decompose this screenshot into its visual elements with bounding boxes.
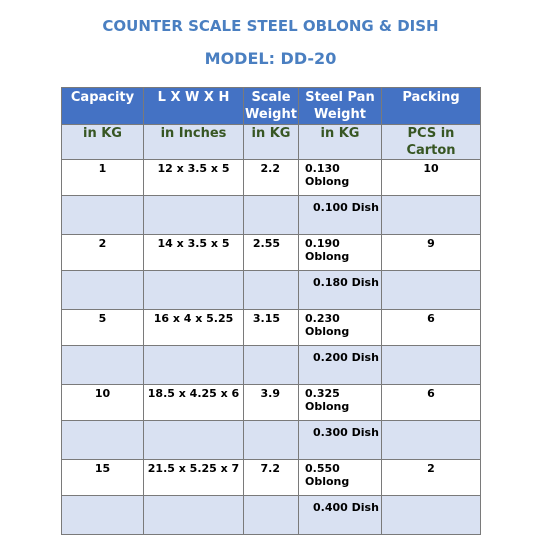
capacity-cell: 2 (62, 235, 144, 271)
table-subrow (62, 421, 481, 460)
unit-pan-weight: in KG (299, 125, 382, 160)
spec-table (61, 87, 481, 535)
scale-weight-cell: 3.9 (244, 385, 299, 421)
header-scale-weight: Scale Weight (244, 88, 299, 125)
model-title: MODEL: DD-20 (204, 49, 337, 68)
table-row (62, 385, 481, 421)
pan-dish-cell: 0.200 Dish (299, 346, 382, 385)
size-cell: 14 x 3.5 x 5 (144, 235, 244, 271)
pan-oblong-cell: 0.130 Oblong (299, 160, 382, 196)
scale-weight-cell: 2.55 (244, 235, 299, 271)
header-packing: Packing (382, 88, 481, 125)
pan-dish-cell: 0.180 Dish (299, 271, 382, 310)
size-cell: 18.5 x 4.25 x 6 (144, 385, 244, 421)
pan-oblong-cell: 0.550 Oblong (299, 460, 382, 496)
units-row (62, 125, 481, 160)
scale-weight-cell: 2.2 (244, 160, 299, 196)
pan-dish-cell: 0.100 Dish (299, 196, 382, 235)
capacity-cell: 5 (62, 310, 144, 346)
size-cell: 16 x 4 x 5.25 (144, 310, 244, 346)
unit-capacity: in KG (62, 125, 144, 160)
packing-cell: 2 (382, 460, 481, 496)
table-subrow (62, 346, 481, 385)
capacity-cell: 15 (62, 460, 144, 496)
scale-weight-cell: 3.15 (244, 310, 299, 346)
pan-dish-cell: 0.400 Dish (299, 496, 382, 535)
table-row (62, 460, 481, 496)
packing-cell: 6 (382, 385, 481, 421)
pan-oblong-cell: 0.230 Oblong (299, 310, 382, 346)
header-row (62, 88, 481, 125)
table-row (62, 310, 481, 346)
pan-dish-cell: 0.300 Dish (299, 421, 382, 460)
scale-weight-cell: 7.2 (244, 460, 299, 496)
page-title: COUNTER SCALE STEEL OBLONG & DISH (102, 17, 439, 35)
unit-packing: PCS in Carton (382, 125, 481, 160)
pan-oblong-cell: 0.190 Oblong (299, 235, 382, 271)
header-capacity: Capacity (62, 88, 144, 125)
capacity-cell: 10 (62, 385, 144, 421)
size-cell: 12 x 3.5 x 5 (144, 160, 244, 196)
packing-cell: 6 (382, 310, 481, 346)
header-dimensions: L X W X H (144, 88, 244, 125)
table-subrow (62, 271, 481, 310)
table-row (62, 160, 481, 196)
header-pan-weight: Steel Pan Weight (299, 88, 382, 125)
capacity-cell: 1 (62, 160, 144, 196)
unit-dimensions: in Inches (144, 125, 244, 160)
packing-cell: 9 (382, 235, 481, 271)
unit-scale-weight: in KG (244, 125, 299, 160)
table-subrow (62, 496, 481, 535)
table-subrow (62, 196, 481, 235)
packing-cell: 10 (382, 160, 481, 196)
pan-oblong-cell: 0.325 Oblong (299, 385, 382, 421)
table-row (62, 235, 481, 271)
size-cell: 21.5 x 5.25 x 7 (144, 460, 244, 496)
